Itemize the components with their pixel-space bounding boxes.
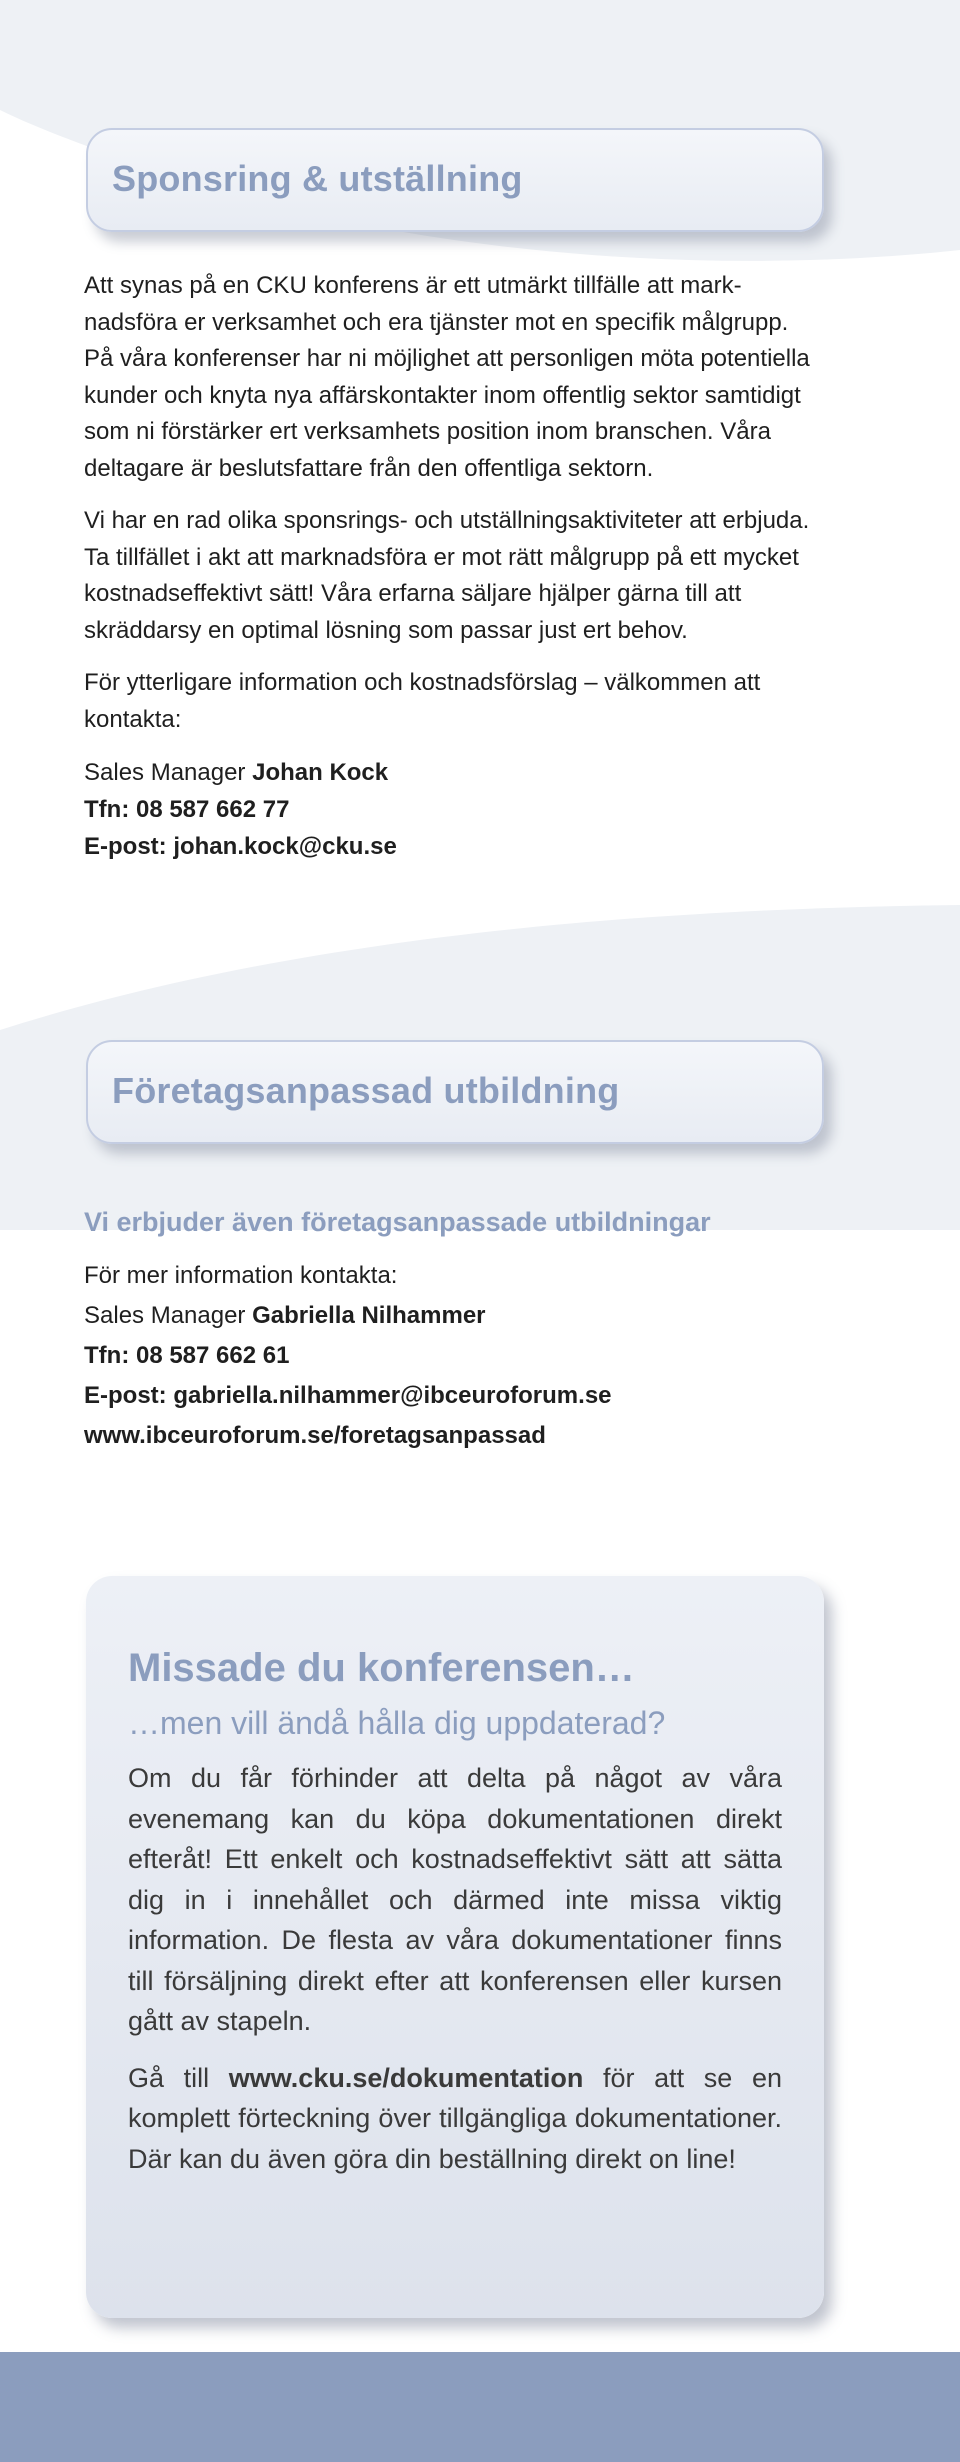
- footer-band: [0, 2352, 960, 2462]
- paragraph-suffix: för att se en komplett förteckning över tillgängliga dokumentationer. Där kan du även göra din beställning direkt on line!: [128, 2062, 782, 2174]
- contact-role-label: Sales Manager: [84, 759, 253, 786]
- training-subheading: Vi erbjuder även företagsanpassade utbildningar: [84, 1207, 711, 1237]
- training-intro: För mer information kontakta:: [84, 1262, 398, 1289]
- sponsorship-contact-phone: Tfn: 08 587 662 77: [84, 796, 290, 823]
- training-contact-phone: Tfn: 08 587 662 61: [84, 1342, 290, 1369]
- training-section: [84, 1202, 824, 1456]
- sponsorship-heading-box: [86, 128, 824, 232]
- sponsorship-paragraph-2: Vi har en rad olika sponsrings- och utställningsaktiviteter att erbjuda. Ta tillfället i akt att marknadsföra er mot rätt målgrupp på ett mycket kostnadseffektivt sätt! Våra erfarna säljare hjälper gärna till att skräddarsy en optimal lösning som passar just ert behov.: [84, 507, 810, 644]
- documentation-paragraph-2: [128, 2058, 782, 2180]
- documentation-title: Missade du konferensen…: [128, 1646, 635, 1690]
- documentation-box: [86, 1576, 824, 2318]
- sponsorship-contact-role: [84, 754, 824, 791]
- sponsorship-heading: Sponsring & utställning: [112, 158, 523, 199]
- contact-name: Gabriella Nilhammer: [252, 1302, 486, 1329]
- contact-name: Johan Kock: [252, 759, 389, 786]
- documentation-subtitle: …men vill ändå hålla dig uppdaterad?: [128, 1705, 666, 1741]
- training-heading: Företagsanpassad utbildning: [112, 1070, 620, 1111]
- training-contact-email[interactable]: E-post: gabriella.nilhammer@ibceuroforum.se: [84, 1382, 612, 1409]
- training-contact-role: [84, 1296, 824, 1336]
- sponsorship-paragraph-3: För ytterligare information och kostnadsförslag – välkommen att kontakta:: [84, 669, 761, 733]
- contact-role-label: Sales Manager: [84, 1302, 253, 1329]
- sponsorship-section: [84, 268, 824, 865]
- sponsorship-paragraph-1: Att synas på en CKU konferens är ett utmärkt tillfälle att marknadsföra er verksamhet och era tjänster mot en specifik målgrupp. På våra konferenser har ni möjlighet att personligen möta potentiella kunder och knyta nya affärskontakter inom offentlig sektor samtidigt som ni förstärker ert verksamhets position inom branschen. Våra deltagare är beslutsfattare från den offentliga sektorn.: [84, 272, 810, 482]
- documentation-link[interactable]: www.cku.se/dokumentation: [228, 2062, 584, 2093]
- training-heading-box: [86, 1040, 824, 1144]
- documentation-paragraph-1: Om du får förhinder att delta på något av våra evenemang kan du köpa dokumentationen direkt efteråt! Ett enkelt och kostnadseffektivt sätt att sätta dig in i innehållet och därmed inte missa viktig information. De flesta av våra dokumentationer finns till försäljning direkt efter att konferensen eller kursen gått av stapeln.: [128, 1763, 782, 2036]
- training-contact-web[interactable]: www.ibceuroforum.se/foretagsanpassad: [84, 1422, 546, 1449]
- paragraph-prefix: Gå till: [128, 2062, 229, 2093]
- sponsorship-contact-email[interactable]: E-post: johan.kock@cku.se: [84, 833, 397, 860]
